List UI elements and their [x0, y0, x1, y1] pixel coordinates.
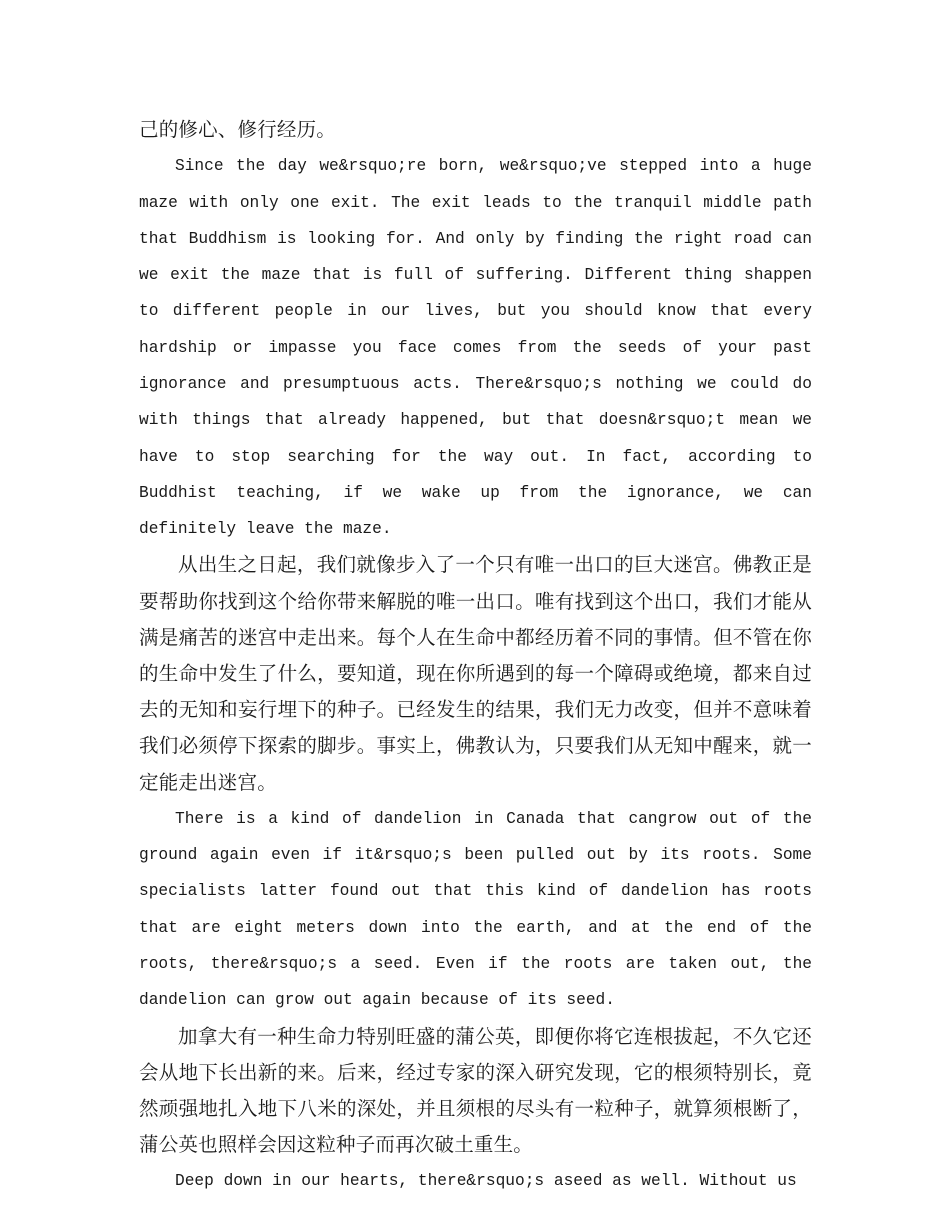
- document-page: [139, 112, 812, 1200]
- paragraph-zh-intro-tail: 己的修心、修行经历。: [139, 118, 337, 141]
- paragraph-zh-maze: 从出生之日起，我们就像步入了一个只有唯一出口的巨大迷宫。佛教正是要帮助你找到这个给你带来解脱的唯一出口。唯有找到这个出口，我们才能从满是痛苦的迷宫中走出来。每个人在生命中都经历着不同的事情。但不管在你的生命中发生了什么，要知道，现在你所遇到的每一个障碍或绝境，都来自过去的无知和妄行埋下的种子。已经发生的结果，我们无力改变，但并不意味着我们必须停下探索的脚步。事实上，佛教认为，只要我们从无知中醒来，就一定能走出迷宫。: [139, 553, 812, 794]
- paragraph-en-maze: Since the day we&rsquo;re born, we&rsquo;ve stepped into a huge maze with only one exit. The exit leads to the tranquil middle path that Buddhism is looking for. And only by finding the right road can we exit the maze that is full of suffering. Different thing shappen to different people in our lives, but you should know that every hardship or impasse you face comes from the seeds of your past ignorance and presumptuous acts. There&rsquo;s nothing we could do with things that already happened, but that doesn&rsquo;t mean we have to stop searching for the way out. In fact, according to Buddhist teaching, if we wake up from the ignorance, we can definitely leave the maze.: [139, 157, 812, 539]
- paragraph-zh-dandelion: 加拿大有一种生命力特别旺盛的蒲公英，即便你将它连根拔起，不久它还会从地下长出新的来。后来，经过专家的深入研究发现，它的根须特别长，竟然顽强地扎入地下八米的深处，并且须根的尽头有一粒种子，就算须根断了，蒲公英也照样会因这粒种子而再次破土重生。: [139, 1024, 812, 1157]
- paragraph-en-seed: Deep down in our hearts, there&rsquo;s aseed as well. Without us: [175, 1172, 797, 1191]
- paragraph-en-dandelion: There is a kind of dandelion in Canada that cangrow out of the ground again even if it&rsquo;s been pulled out by its roots. Some specialists latter found out that this kind of dandelion has roots that are eight meters down into the earth, and at the end of the roots, there&rsquo;s a seed. Even if the roots are taken out, the dandelion can grow out again because of its seed.: [139, 809, 812, 1010]
